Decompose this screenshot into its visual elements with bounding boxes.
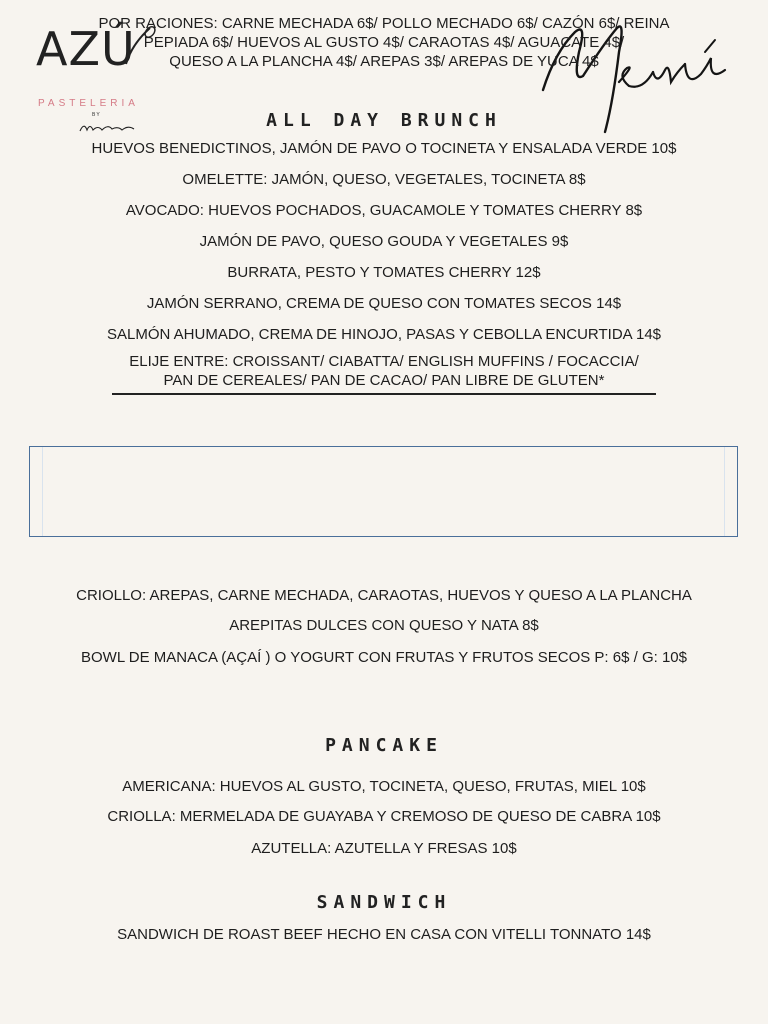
brunch-item: HUEVOS BENEDICTINOS, JAMÓN DE PAVO O TOCINETA Y ENSALADA VERDE 10$: [91, 140, 677, 157]
section-title-brunch: ALL DAY BRUNCH: [266, 110, 502, 131]
box-inner-edge: [42, 447, 43, 536]
brunch-item: JAMÓN SERRANO, CREMA DE QUESO CON TOMATES SECOS 14$: [146, 295, 622, 312]
pancake-item: AZUTELLA: AZUTELLA Y FRESAS 10$: [251, 840, 517, 857]
raciones-box: [29, 446, 738, 537]
pancake-item: CRIOLLA: MERMELADA DE GUAYABA Y CREMOSO DE QUESO DE CABRA 10$: [107, 808, 661, 825]
raciones-line: POR RACIONES: CARNE MECHADA 6$/ POLLO MECHADO 6$/ CAZÓN 6$/ REINA: [98, 15, 670, 32]
brunch-item: AVOCADO: HUEVOS POCHADOS, GUACAMOLE Y TOMATES CHERRY 8$: [125, 202, 643, 219]
raciones-line: PEPIADA 6$/ HUEVOS AL GUSTO 4$/ CARAOTAS 4$/ AGUACATE 4$/: [143, 34, 625, 51]
sandwich-item: SANDWICH DE ROAST BEEF HECHO EN CASA CON VITELLI TONNATO 14$: [117, 926, 651, 943]
brunch-item: BURRATA, PESTO Y TOMATES CHERRY 12$: [227, 264, 541, 281]
brand-name: AZÚ: [36, 22, 136, 76]
brunch-item: JAMÓN DE PAVO, QUESO GOUDA Y VEGETALES 9$: [199, 233, 569, 250]
section-title-pancake: PANCAKE: [325, 735, 443, 756]
section-title-sandwich: SANDWICH: [316, 892, 452, 913]
box-inner-edge: [724, 447, 725, 536]
bread-options-line1: ELIJE ENTRE: CROISSANT/ CIABATTA/ ENGLISH MUFFINS / FOCACCIA/: [129, 353, 639, 370]
extra-item: CRIOLLO: AREPAS, CARNE MECHADA, CARAOTAS, HUEVOS Y QUESO A LA PLANCHA: [76, 587, 692, 604]
brand-by: BY: [92, 112, 101, 118]
brunch-item: OMELETTE: JAMÓN, QUESO, VEGETALES, TOCINETA 8$: [182, 171, 586, 188]
bread-options-line2: PAN DE CEREALES/ PAN DE CACAO/ PAN LIBRE DE GLUTEN*: [163, 372, 605, 389]
raciones-line: QUESO A LA PLANCHA 4$/ AREPAS 3$/ AREPAS DE YUCA 4$: [169, 53, 599, 70]
bread-options: [112, 352, 656, 390]
brunch-item: SALMÓN AHUMADO, CREMA DE HINOJO, PASAS Y CEBOLLA ENCURTIDA 14$: [106, 326, 662, 343]
raciones-text: [44, 14, 724, 71]
extra-item: BOWL DE MANACA (AÇAÍ ) O YOGURT CON FRUTAS Y FRUTOS SECOS P: 6$ / G: 10$: [81, 649, 687, 666]
brand-subtitle: PASTELERIA: [38, 98, 139, 109]
pancake-item: AMERICANA: HUEVOS AL GUSTO, TOCINETA, QUESO, FRUTAS, MIEL 10$: [122, 778, 646, 795]
divider-rule: [112, 393, 656, 395]
extra-item: AREPITAS DULCES CON QUESO Y NATA 8$: [229, 617, 539, 634]
